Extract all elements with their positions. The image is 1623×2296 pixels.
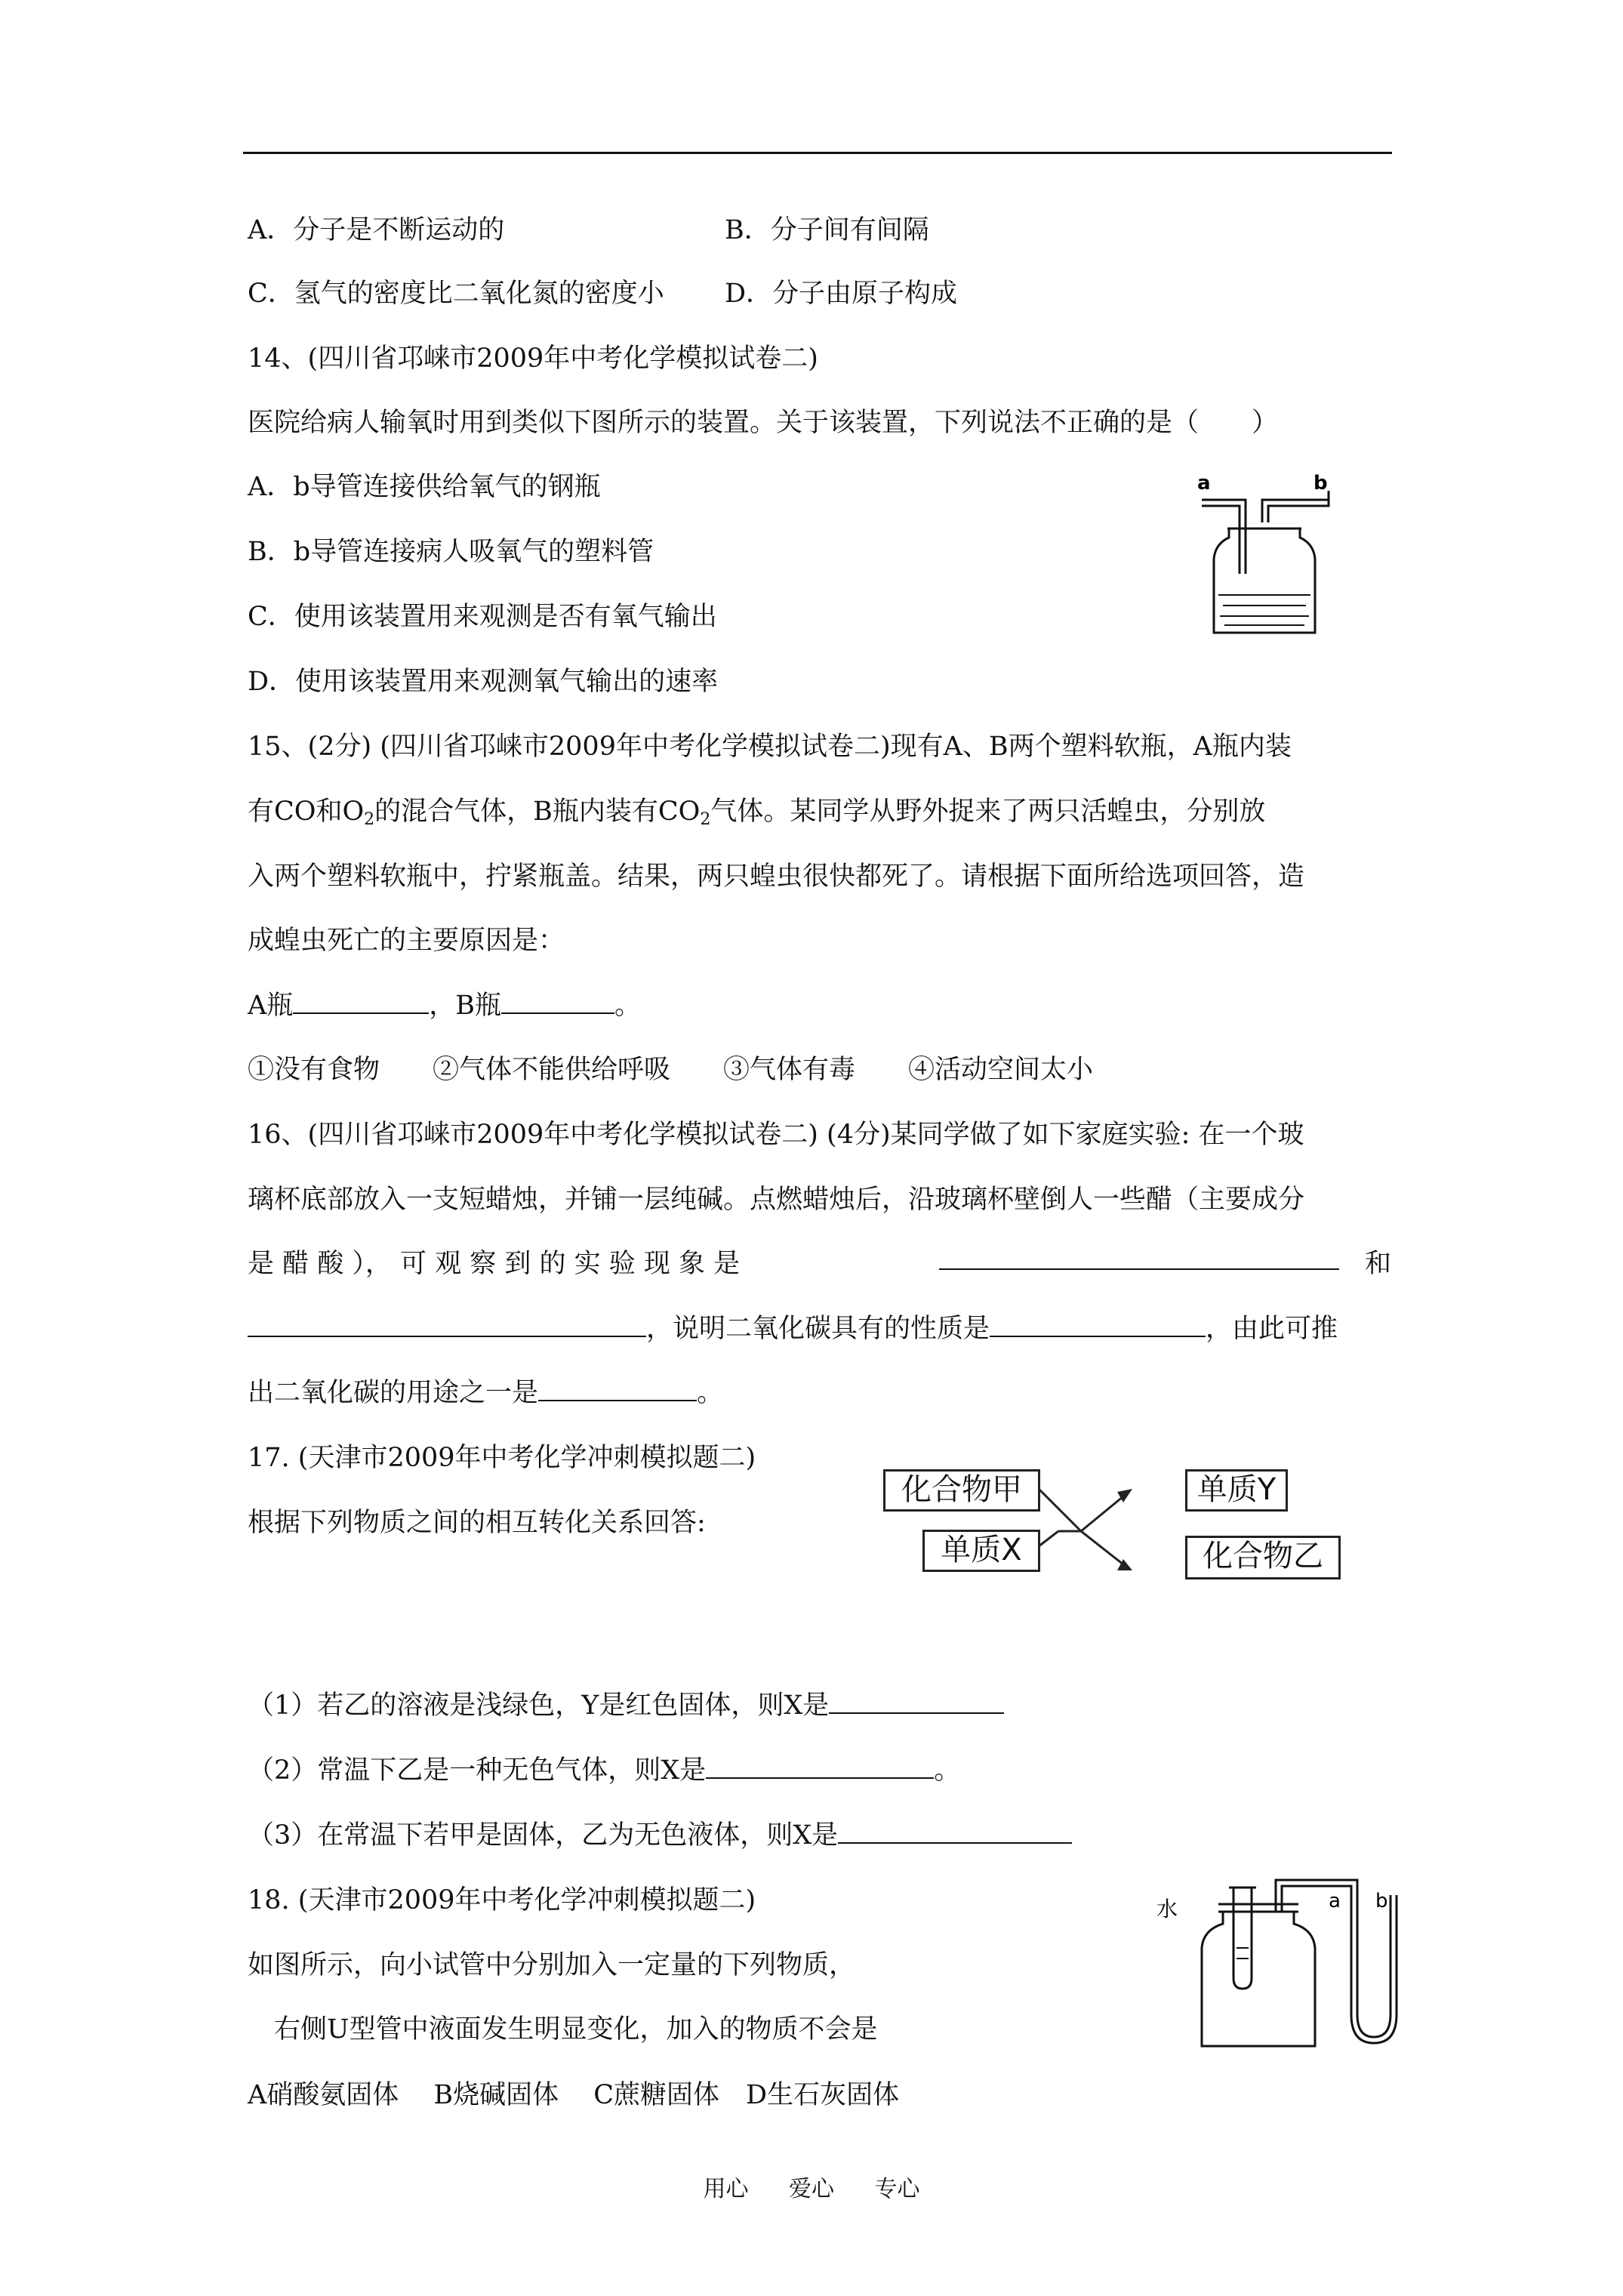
q14-bottle-figure	[1193, 468, 1344, 642]
q16-line2: 璃杯底部放入一支短蜡烛，并铺一层纯碱。点燃蜡烛后，沿玻璃杯壁倒人一些醋（主要成分	[248, 1185, 1305, 1215]
page-footer	[0, 2170, 1623, 2203]
q14-option-c: C．使用该装置用来观测是否有氧气输出	[248, 602, 717, 632]
q16-line3-and: 和	[1365, 1249, 1392, 1279]
q17-stem: 根据下列物质之间的相互转化关系回答:	[248, 1508, 706, 1538]
q16-blank-phenomenon-1[interactable]	[939, 1268, 1339, 1270]
q18-u-tube-figure	[1155, 1865, 1404, 2054]
q15-answer-line	[248, 988, 641, 1023]
q15-co2-subscript: 2	[700, 810, 711, 829]
footer-word-1: 用心	[703, 2176, 749, 2202]
q17-sub1	[248, 1688, 1004, 1723]
q15-choices: ①没有食物 ②气体不能供给呼吸 ③气体有毒 ④活动空间太小	[248, 1055, 1094, 1085]
q14-stem: 医院给病人输氧时用到类似下图所示的装置。关于该装置，下列说法不正确的是（ ）	[248, 408, 1279, 438]
q15-line2-pre: 有CO和O	[248, 797, 365, 827]
q15-o2-subscript: 2	[364, 810, 375, 829]
q16-line5	[248, 1376, 723, 1410]
q18-stem1: 如图所示，向小试管中分别加入一定量的下列物质，	[248, 1950, 856, 1980]
q17-box-element-x: 单质X	[922, 1530, 1040, 1572]
q17-sub1-text: （1）若乙的溶液是浅绿色，Y是红色固体，则X是	[248, 1690, 830, 1721]
q17-blank-2[interactable]	[706, 1753, 934, 1779]
q16-line3-pre: 是 醋 酸 ）， 可 观 察 到 的 实 验 现 象 是	[248, 1249, 741, 1279]
q15-label-b: ，B瓶	[429, 991, 502, 1021]
q15-blank-b[interactable]	[501, 988, 614, 1014]
footer-word-2: 爱心	[789, 2176, 834, 2202]
q17-box-compound-yi: 化合物乙	[1185, 1536, 1341, 1579]
q15-blank-a[interactable]	[293, 988, 429, 1014]
q18-fig-label-water: 水	[1156, 1897, 1178, 1922]
q18-choices: A硝酸氨固体 B烧碱固体 C蔗糖固体 D生石灰固体	[248, 2080, 900, 2110]
q14-option-d: D．使用该装置用来观测氧气输出的速率	[248, 667, 719, 697]
footer-word-3: 专心	[874, 2176, 920, 2202]
q16-blank-use[interactable]	[538, 1376, 697, 1401]
q16-line5-post: 。	[697, 1378, 724, 1408]
q15-line4: 成蝗虫死亡的主要原因是：	[248, 926, 565, 956]
q15-answer-end: 。	[614, 991, 642, 1021]
q16-line4	[248, 1311, 1338, 1346]
q15-line2-post: 气体。某同学从野外捉来了两只活蝗虫，分别放	[710, 797, 1266, 827]
q17-sub3-text: （3）在常温下若甲是固体，乙为无色液体，则X是	[248, 1820, 839, 1851]
q16-blank-phenomenon-2[interactable]	[248, 1311, 646, 1337]
q13-option-a: A．分子是不断运动的	[248, 215, 505, 245]
q16-line5-pre: 出二氧化碳的用途之一是	[248, 1378, 539, 1408]
q16-line3	[248, 1247, 740, 1281]
q13-option-c: C．氢气的密度比二氧化氮的密度小	[248, 279, 664, 309]
q15-line3: 入两个塑料软瓶中，拧紧瓶盖。结果，两只蝗虫很快都死了。请根据下面所给选项回答，造	[248, 861, 1305, 892]
q18-fig-label-b: b	[1375, 1890, 1388, 1912]
q14-option-a: A．b导管连接供给氧气的钢瓶	[248, 472, 601, 502]
q15-label-a: A瓶	[248, 991, 294, 1021]
q18-source: 18. (天津市2009年中考化学冲刺模拟题二)	[248, 1885, 756, 1915]
q17-sub2-end: 。	[934, 1755, 961, 1786]
q18-fig-label-a: a	[1329, 1890, 1341, 1912]
q15-line2-mid: 的混合气体，B瓶内装有CO	[374, 797, 701, 827]
q16-blank-property[interactable]	[990, 1311, 1206, 1337]
q17-sub2	[248, 1753, 960, 1788]
q17-box-compound-jia: 化合物甲	[883, 1469, 1040, 1512]
q18-stem2: 右侧U型管中液面发生明显变化，加入的物质不会是	[248, 2014, 878, 2045]
q17-sub3	[248, 1818, 1072, 1853]
q17-box-element-y: 单质Y	[1185, 1469, 1288, 1512]
q14-source: 14、(四川省邛崃市2009年中考化学模拟试卷二)	[248, 344, 818, 374]
q14-fig-label-b: b	[1313, 472, 1328, 495]
q17-blank-1[interactable]	[829, 1688, 1004, 1714]
q17-conversion-diagram	[883, 1450, 1351, 1608]
q13-option-b: B．分子间有间隔	[725, 215, 929, 245]
q13-option-d: D．分子由原子构成	[725, 279, 958, 309]
q17-blank-3[interactable]	[838, 1818, 1072, 1844]
q17-source: 17. (天津市2009年中考化学冲刺模拟题二)	[248, 1443, 756, 1473]
q15-line2	[248, 794, 1265, 837]
q17-sub2-text: （2）常温下乙是一种无色气体，则X是	[248, 1755, 707, 1786]
q14-fig-label-a: a	[1197, 472, 1211, 495]
header-rule	[243, 152, 1392, 154]
q16-line1: 16、(四川省邛崃市2009年中考化学模拟试卷二) (4分)某同学做了如下家庭实验: 在一个玻	[248, 1120, 1304, 1150]
q14-option-b: B．b导管连接病人吸氧气的塑料管	[248, 537, 654, 567]
q16-line4-post: ，由此可推	[1206, 1314, 1338, 1344]
q15-line1: 15、(2分) (四川省邛崃市2009年中考化学模拟试卷二)现有A、B两个塑料软瓶，A瓶内装	[248, 732, 1292, 762]
q16-line4-mid: ，说明二氧化碳具有的性质是	[646, 1314, 990, 1344]
